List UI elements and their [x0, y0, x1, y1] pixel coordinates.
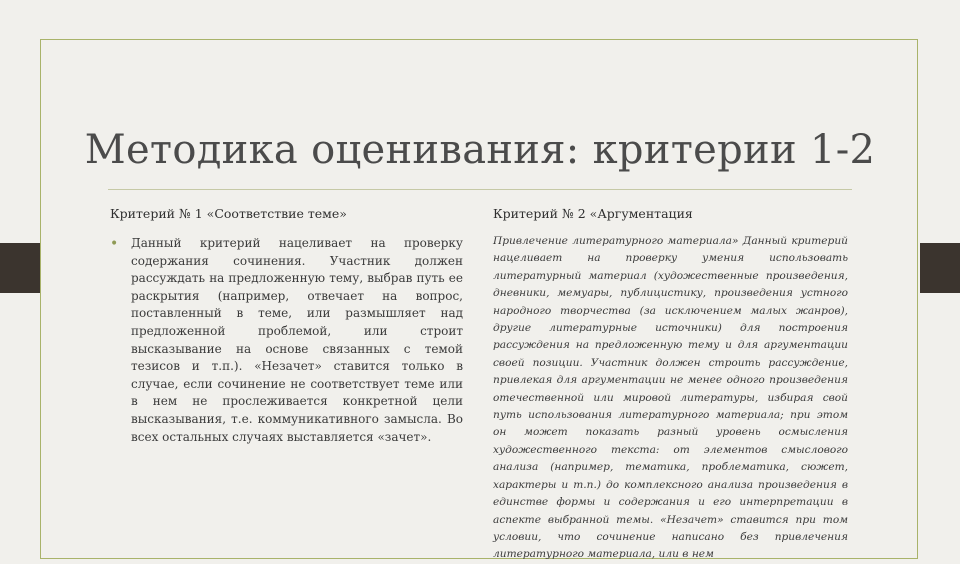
right-side-tab [920, 243, 960, 293]
left-side-tab [0, 243, 40, 293]
bullet-icon: • [110, 236, 119, 252]
slide-title: Методика оценивания: критерии 1-2 [84, 126, 876, 173]
criterion-1-heading: Критерий № 1 «Соответствие теме» [110, 206, 347, 221]
criterion-2-text: Привлечение литературного материала» Данный критерий нацеливает на проверку умения использовать литературный материал (художественные произведения, дневники, мемуары, публицистику, произведения устного народного творчества (за исключением малых жанров), другие литературные источники) для построения рассуждения на предложенную тему и для аргументации своей позиции. Участник должен строить рассуждение, привлекая для аргументации не менее одного произведения отечественной или мировой литературы, избирая свой путь использования литературного материала; при этом он может показать разный уровень осмысления художественного текста: от элементов смыслового анализа (например, тематика, проблематика, сюжет, характеры и т.п.) до комплексного анализа произведения в единстве формы и содержания и его интерпретации в аспекте выбранной темы. «Незачет» ставится при том условии, что сочинение написано без привлечения литературного материала, или в нем [493, 235, 848, 561]
criterion-1-text: Данный критерий нацеливает на проверку содержания сочинения. Участник должен рассуждать на предложенную тему, выбрав путь ее раскрытия (например, отвечает на вопрос, поставленный в теме, или размышляет над предложенной проблемой, или строит высказывание на основе связанных с темой тезисов и т.п.). «Незачет» ставится только в случае, если сочинение не соответствует теме или в нем не прослеживается конкретной цели высказывания, т.е. коммуникативного замысла. Во всех остальных случаях выставляется «зачет». [131, 236, 463, 444]
title-divider [108, 189, 852, 190]
criterion-2-heading: Критерий № 2 «Аргументация [493, 206, 693, 221]
